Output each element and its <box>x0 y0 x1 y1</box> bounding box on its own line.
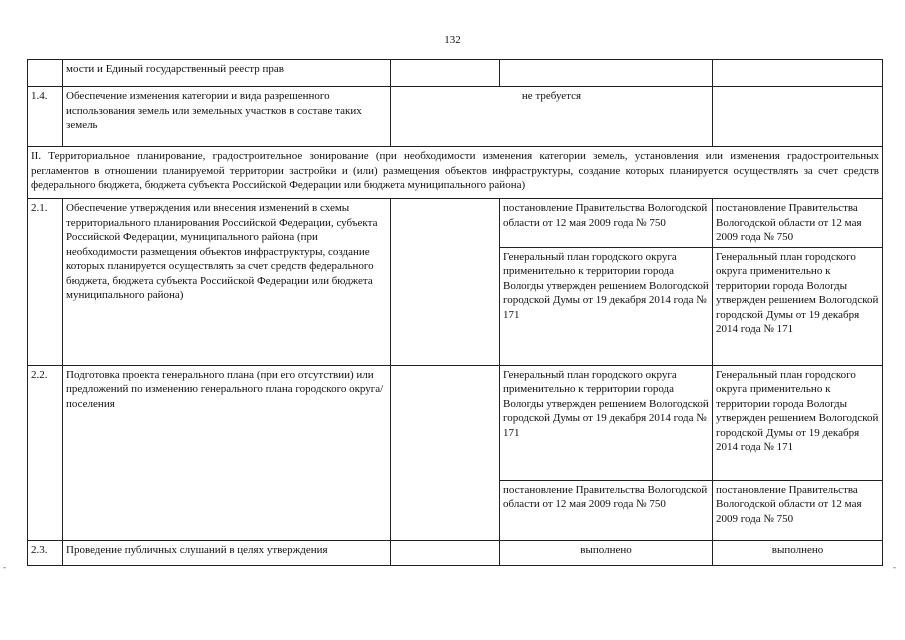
row-description: мости и Единый государственный реестр прав <box>63 60 391 87</box>
planning-table <box>27 59 883 566</box>
row-cell-col3 <box>391 365 500 540</box>
row-document-col5: Генеральный план городского округа применительно к территории города Вологды утвержден решением Вологодской городской Думы от 19 декабря 2014 года № 171 <box>713 247 883 365</box>
table-row <box>28 60 883 87</box>
row-number: 2.3. <box>28 540 63 565</box>
table-row <box>28 540 883 565</box>
right-edge-mark: - <box>893 562 896 572</box>
row-document-col5: Генеральный план городского округа применительно к территории города Вологды утвержден решением Вологодской городской Думы от 19 декабря 2014 года № 171 <box>713 365 883 480</box>
row-cell-col3 <box>391 540 500 565</box>
row-document-col4: Генеральный план городского округа применительно к территории города Вологды утвержден решением Вологодской городской Думы от 19 декабря 2014 года № 171 <box>500 247 713 365</box>
row-cell-col4 <box>500 60 713 87</box>
row-document-col4: Генеральный план городского округа применительно к территории города Вологды утвержден решением Вологодской городской Думы от 19 декабря 2014 года № 171 <box>500 365 713 480</box>
table-row <box>28 199 883 248</box>
row-document-col4: постановление Правительства Вологодской области от 12 мая 2009 года № 750 <box>500 480 713 540</box>
table-row <box>28 87 883 147</box>
row-cell-col3 <box>391 60 500 87</box>
row-description: Проведение публичных слушаний в целях утверждения <box>63 540 391 565</box>
row-cell-col5 <box>713 60 883 87</box>
row-status-col5: выполнено <box>713 540 883 565</box>
row-description: Обеспечение изменения категории и вида разрешенного использования земель или земельных участков в составе таких земель <box>63 87 391 147</box>
page-number: 132 <box>444 34 461 46</box>
row-number <box>28 60 63 87</box>
row-number: 2.1. <box>28 199 63 366</box>
table-row <box>28 365 883 480</box>
row-status-merged: не требуется <box>391 87 713 147</box>
row-document-col4: постановление Правительства Вологодской области от 12 мая 2009 года № 750 <box>500 199 713 248</box>
row-document-col5: постановление Правительства Вологодской области от 12 мая 2009 года № 750 <box>713 480 883 540</box>
row-number: 2.2. <box>28 365 63 540</box>
section-header: II. Территориальное планирование, градостроительное зонирование (при необходимости изменения категории земель, установления или изменения градостроительных регламентов в отношении планируемой территории застройки и (или) размещения объектов инфраструктуры, создание которых планируется осуществлять за счет средств федерального бюджета, бюджета субъекта Российской Федерации или бюджета муниципального района) <box>28 147 883 199</box>
row-description: Обеспечение утверждения или внесения изменений в схемы территориального планирования Российской Федерации, субъекта Российской Федерации, муниципального района (при необходимости размещения объектов инфраструктуры, создание которых планируется осуществлять за счет средств федерального бюджета, бюджета субъекта Российской Федерации или бюджета муниципального района) <box>63 199 391 366</box>
row-status-col4: выполнено <box>500 540 713 565</box>
row-number: 1.4. <box>28 87 63 147</box>
row-cell-col3 <box>391 199 500 366</box>
row-description: Подготовка проекта генерального плана (при его отсутствии) или предложений по изменению генерального плана городского округа/поселения <box>63 365 391 540</box>
row-document-col5: постановление Правительства Вологодской области от 12 мая 2009 года № 750 <box>713 199 883 248</box>
row-cell-col5 <box>713 87 883 147</box>
section-header-row <box>28 147 883 199</box>
left-edge-mark: - <box>3 562 6 572</box>
